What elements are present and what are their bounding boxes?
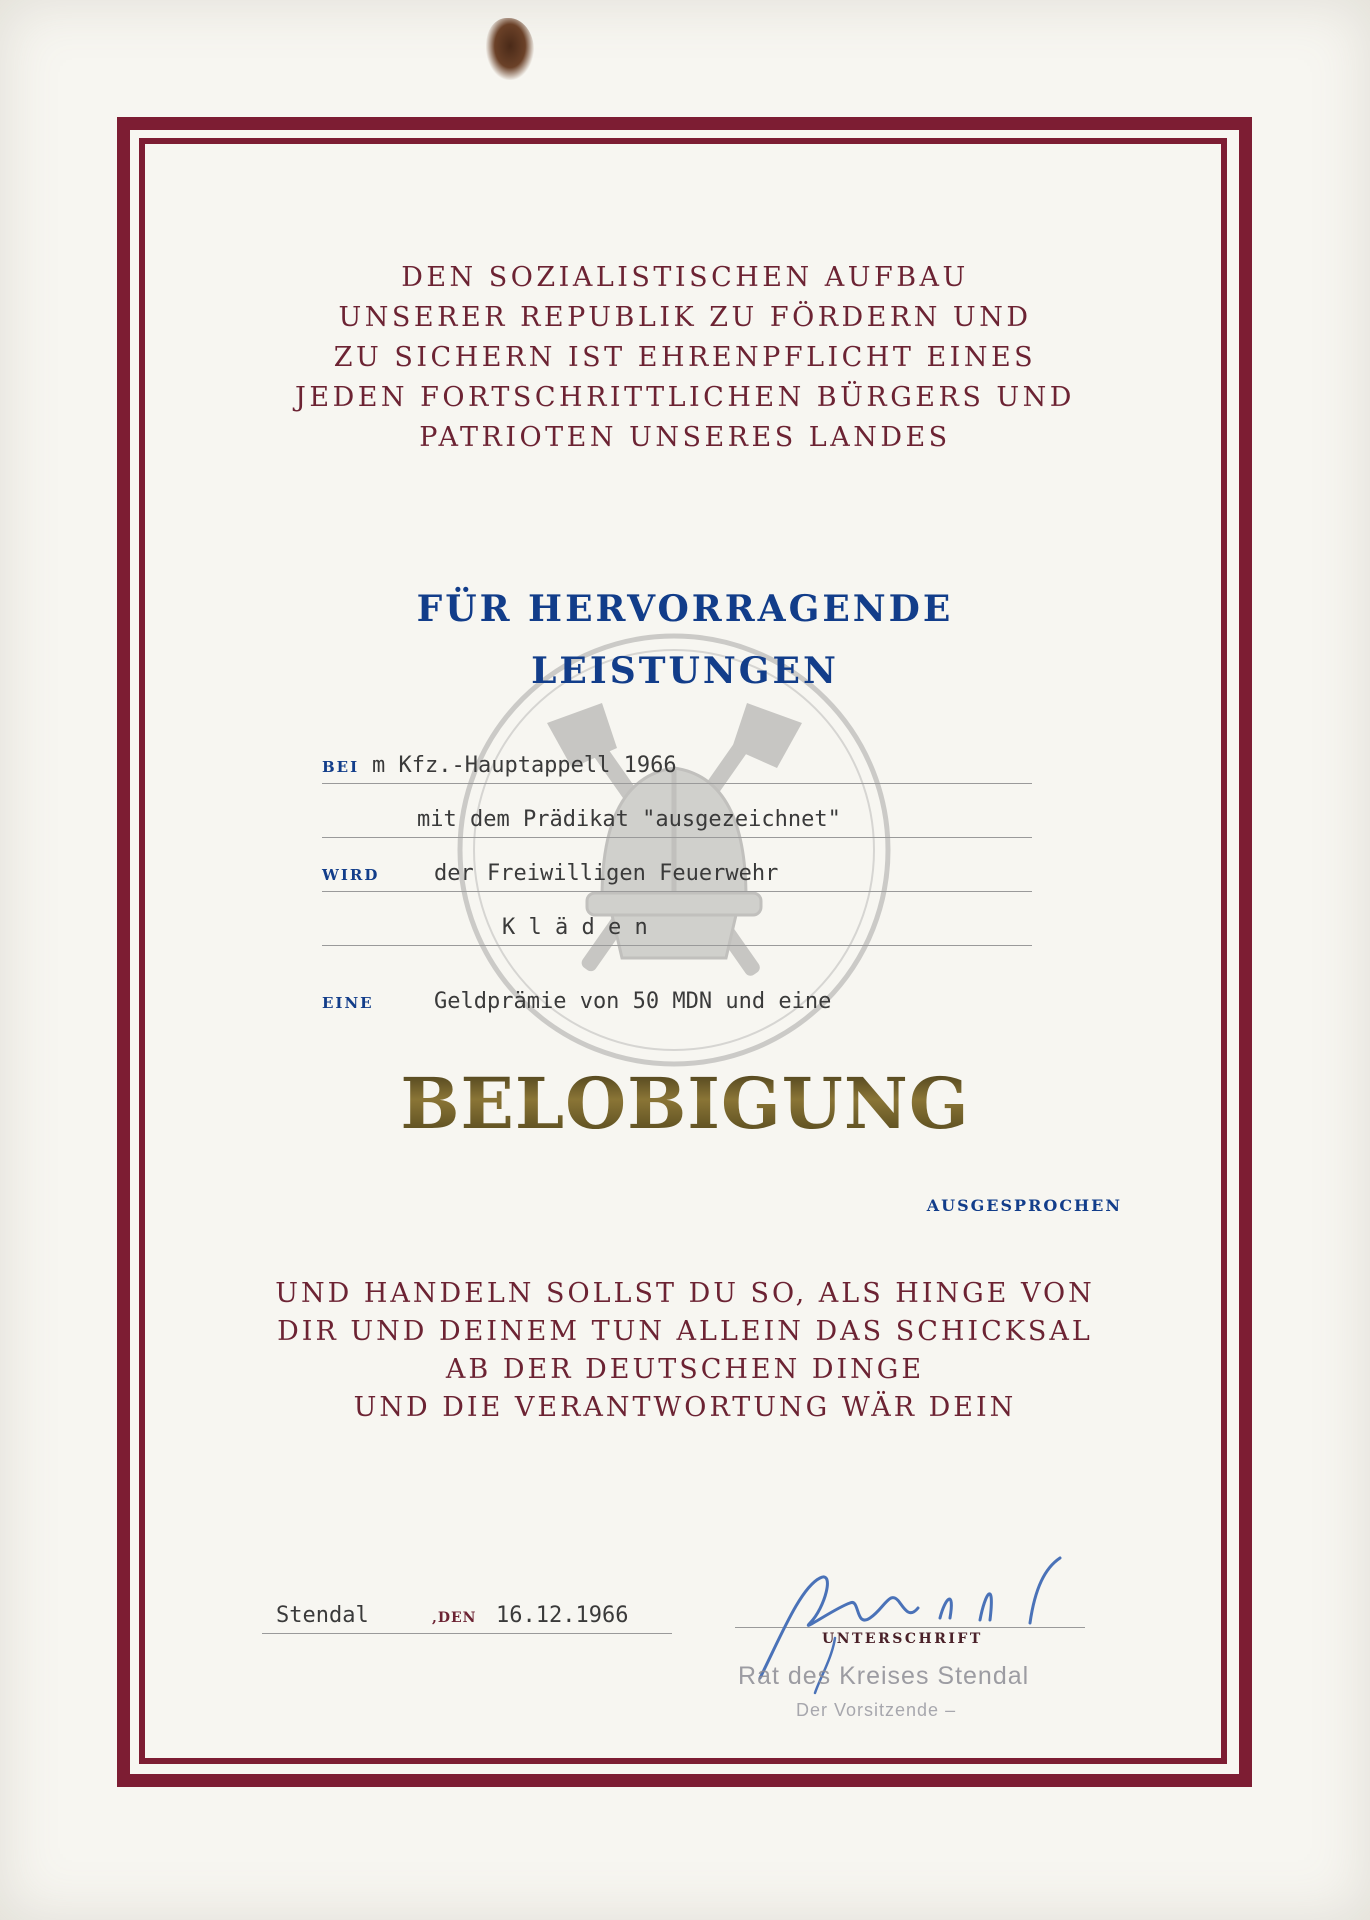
- signature-label: UNTERSCHRIFT: [822, 1631, 983, 1647]
- stamp-line-2: Der Vorsitzende –: [796, 1700, 957, 1720]
- eine-value: Geldprämie von 50 MDN und eine: [434, 989, 832, 1014]
- recipient-value: K l ä d e n: [502, 915, 648, 940]
- form-row-bei: [322, 744, 1032, 784]
- motto-text: [220, 258, 1150, 458]
- place-date-row: [262, 1594, 672, 1634]
- heading-line-2: LEISTUNGEN: [531, 650, 839, 692]
- form-rule: [322, 837, 1032, 838]
- bei-label: BEI: [322, 758, 360, 776]
- form-row-eine: [322, 980, 1022, 1020]
- wird-label: WIRD: [322, 866, 380, 884]
- predicate-value: mit dem Prädikat "ausgezeichnet": [417, 807, 841, 832]
- eine-label: EINE: [322, 994, 374, 1012]
- closing-line-4: UND DIE VERANTWORTUNG WÄR DEIN: [353, 1392, 1017, 1423]
- form-row-wird: [322, 852, 1032, 892]
- award-suffix: AUSGESPROCHEN: [926, 1196, 1122, 1215]
- form-rule: [322, 945, 1032, 946]
- closing-line-1: UND HANDELN SOLLST DU SO, ALS HINGE VON: [275, 1278, 1095, 1309]
- den-label: ,DEN: [432, 1610, 477, 1626]
- wird-value: der Freiwilligen Feuerwehr: [434, 861, 779, 886]
- place-value: Stendal: [276, 1603, 369, 1628]
- motto-line-1: DEN SOZIALISTISCHEN AUFBAU: [401, 262, 969, 293]
- award-heading: [300, 578, 1070, 702]
- closing-line-2: DIR UND DEINEM TUN ALLEIN DAS SCHICKSAL: [277, 1316, 1093, 1347]
- closing-line-3: AB DER DEUTSCHEN DINGE: [445, 1354, 925, 1385]
- bei-value: m Kfz.-Hauptappell 1966: [372, 753, 677, 778]
- heading-line-1: FÜR HERVORRAGENDE: [416, 588, 954, 630]
- date-value: 16.12.1966: [496, 1603, 629, 1628]
- form-rule: [322, 891, 1032, 892]
- pin-hole-mark: [486, 18, 534, 80]
- form-rule: [322, 783, 1032, 784]
- form-row-recipient: [322, 906, 1032, 946]
- award-title: BELOBIGUNG: [300, 1062, 1070, 1145]
- form-row-2: [322, 798, 1032, 838]
- motto-line-3: ZU SICHERN IST EHRENPFLICHT EINES: [333, 342, 1037, 373]
- form-rule: [262, 1633, 672, 1634]
- motto-line-4: JEDEN FORTSCHRITTLICHEN BÜRGERS UND: [295, 382, 1075, 413]
- closing-verse: [215, 1275, 1155, 1427]
- motto-line-2: UNSERER REPUBLIK ZU FÖRDERN UND: [338, 302, 1032, 333]
- motto-line-5: PATRIOTEN UNSERES LANDES: [419, 422, 951, 453]
- stamp-line-1: Rat des Kreises Stendal: [738, 1662, 1030, 1690]
